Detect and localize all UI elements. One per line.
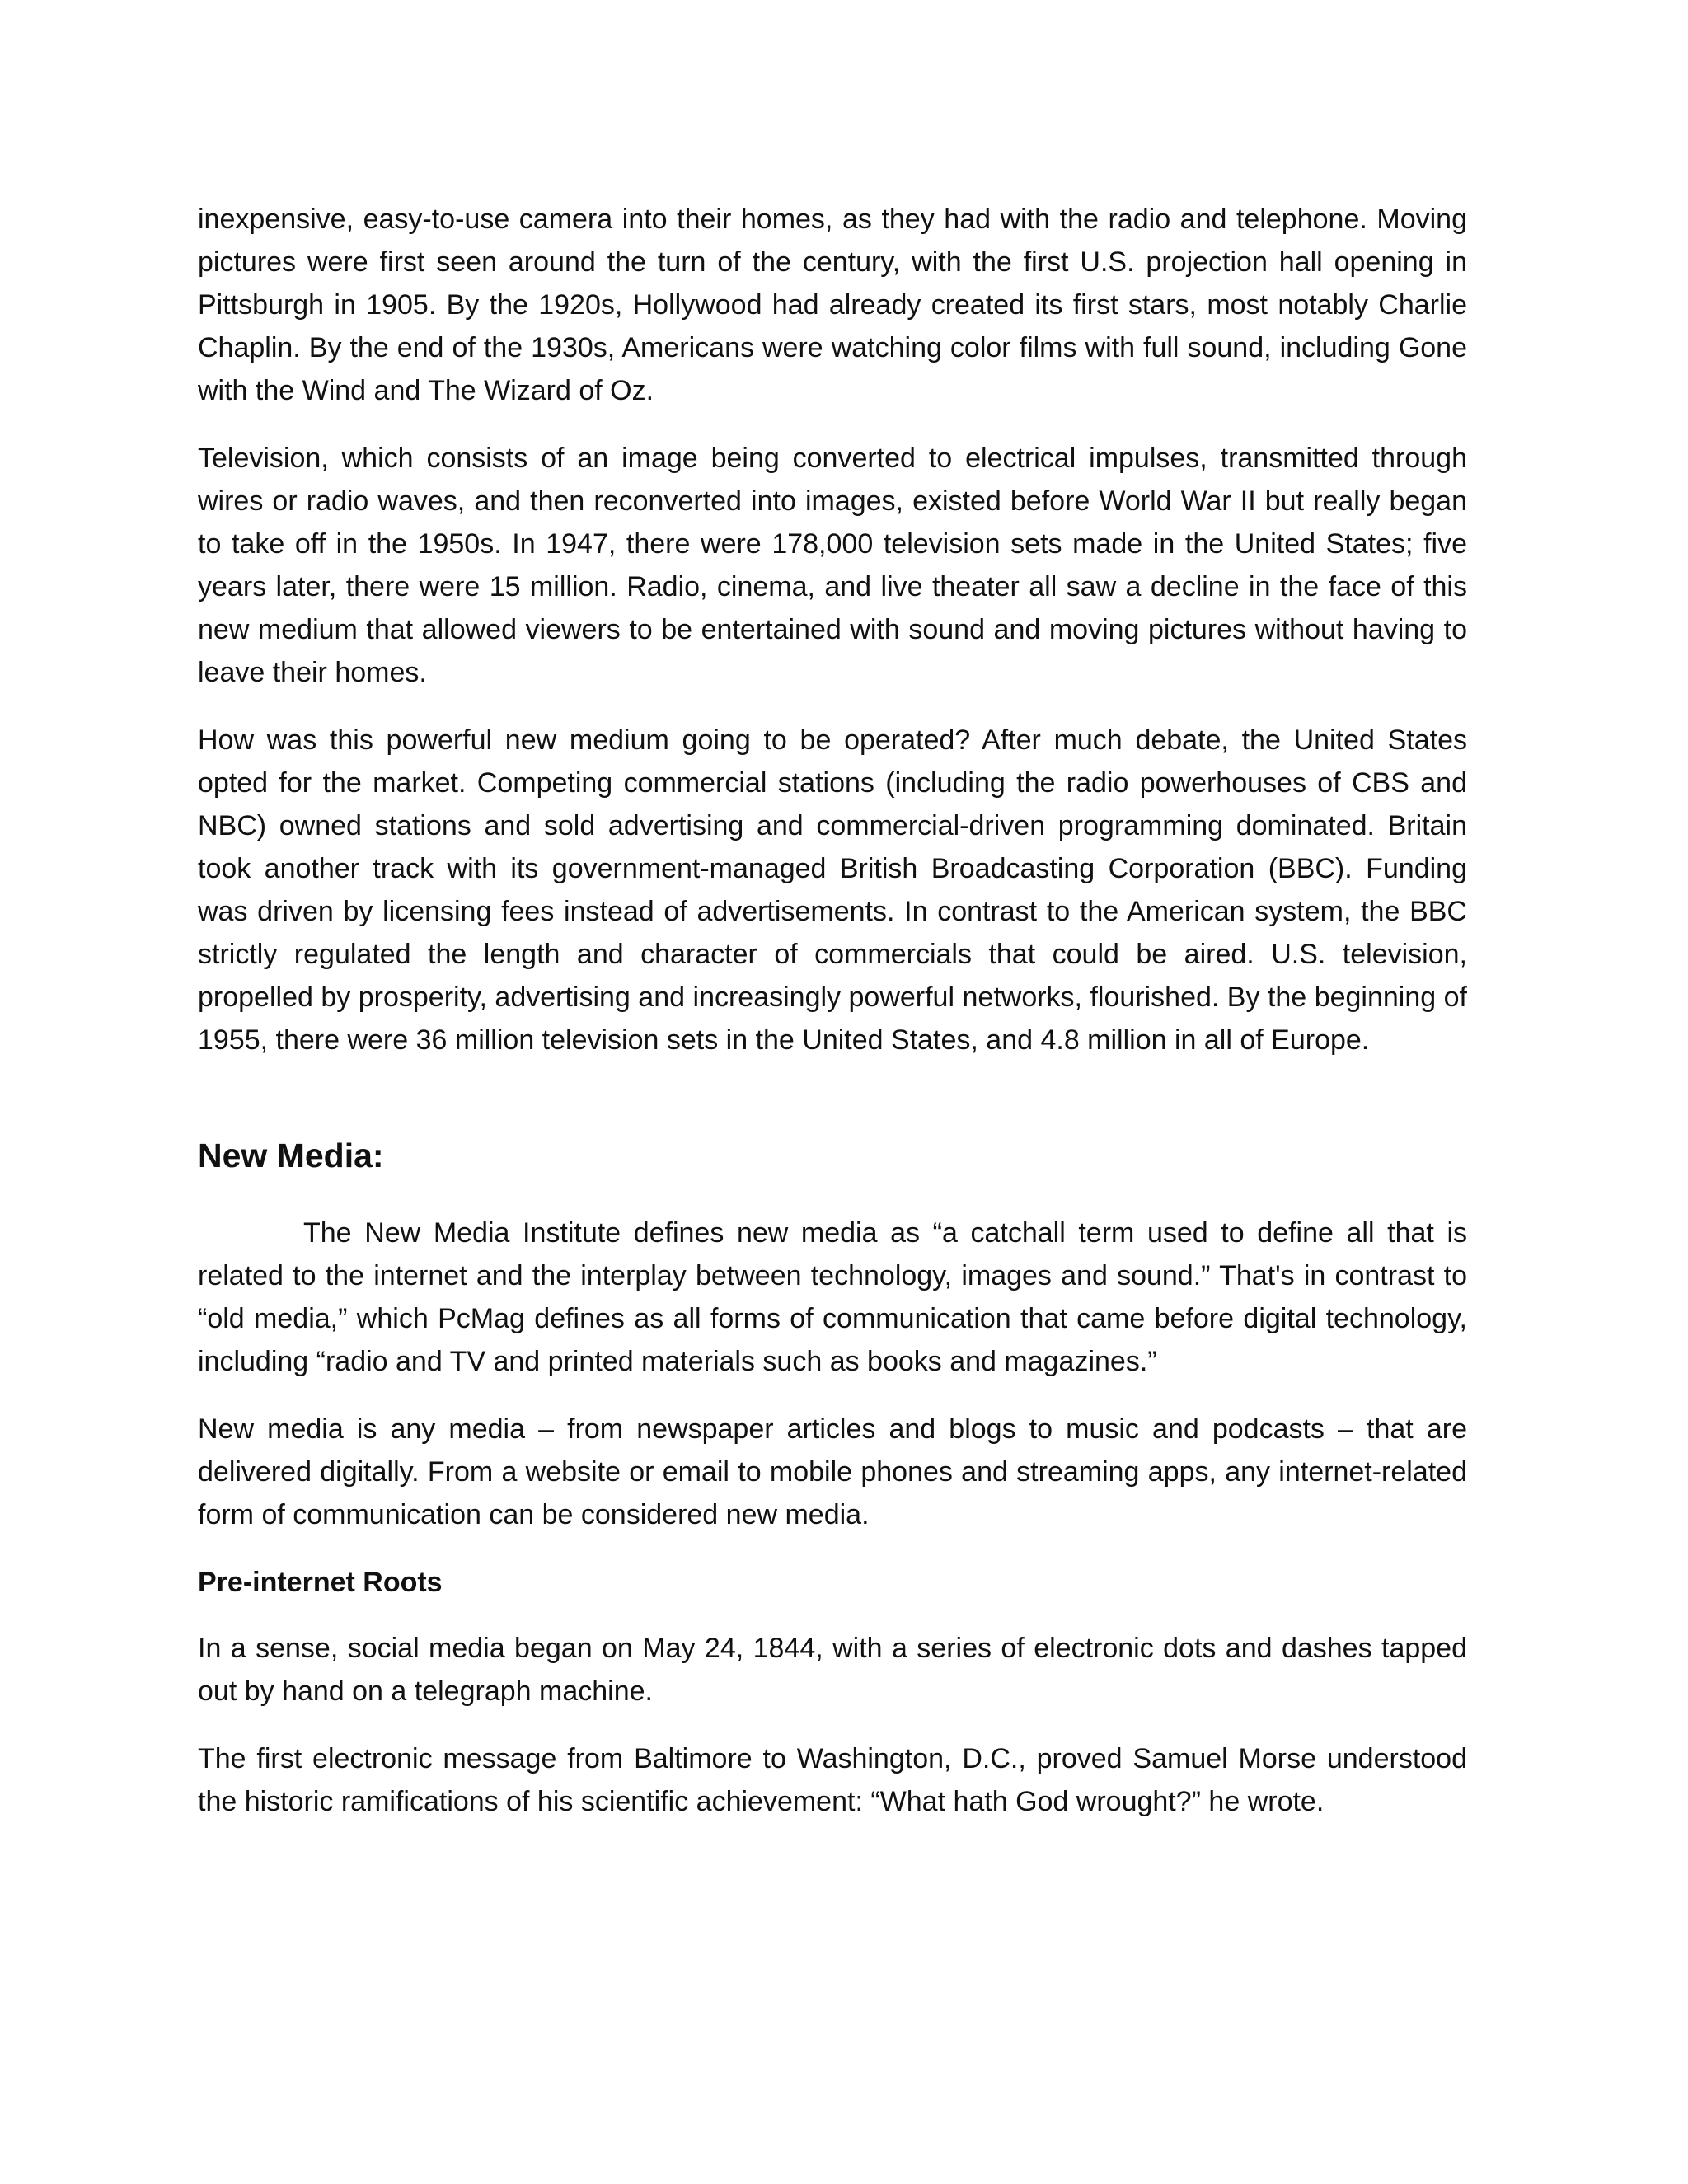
subheading-pre-internet-roots: Pre-internet Roots	[198, 1567, 443, 1598]
paragraph-cinema: inexpensive, easy-to-use camera into their homes, as they had with the radio and telephone. Moving pictures were first seen around the turn of the century, with the first U.S. projection hall opening in Pittsburgh in 1905. By the 1920s, Hollywood had already created its first stars, most notably Charlie Chaplin. By the end of the 1930s, Americans were watching color films with full sound, including Gone with the Wind and The Wizard of Oz.	[198, 204, 1467, 406]
paragraph-broadcasting: How was this powerful new medium going to be operated? After much debate, the United States opted for the market. Competing commercial stations (including the radio powerhouses of CBS and NBC) owned stations and sold advertising and commercial-driven programming dominated. Britain took another track with its government-managed British Broadcasting Corporation (BBC). Funding was driven by licensing fees instead of advertisements. In contrast to the American system, the BBC strictly regulated the length and character of commercials that could be aired. U.S. television, propelled by prosperity, advertising and increasingly powerful networks, flourished. By the beginning of 1955, there were 36 million television sets in the United States, and 4.8 million in all of Europe.	[198, 724, 1467, 1056]
paragraph-television: Television, which consists of an image being converted to electrical impulses, transmitted through wires or radio waves, and then reconverted into images, existed before World War II but really began to take off in the 1950s. In 1947, there were 178,000 television sets made in the United States; five years later, there were 15 million. Radio, cinema, and live theater all saw a decline in the face of this new medium that allowed viewers to be entertained with sound and moving pictures without having to leave their homes.	[198, 443, 1467, 688]
paragraph-new-media-definition: The New Media Institute defines new media as “a catchall term used to define all that is related to the internet and the interplay between technology, images and sound.” That's in contrast to “old media,” which PcMag defines as all forms of communication that came before digital technology, including “radio and TV and printed materials such as books and magazines.”	[198, 1217, 1467, 1377]
section-heading-new-media: New Media:	[198, 1137, 384, 1174]
paragraph-telegraph: In a sense, social media began on May 24, 1844, with a series of electronic dots and dashes tapped out by hand on a telegraph machine.	[198, 1633, 1467, 1707]
paragraph-morse-message: The first electronic message from Baltimore to Washington, D.C., proved Samuel Morse understood the historic ramifications of his scientific achievement: “What hath God wrought?” he wrote.	[198, 1743, 1467, 1817]
page-content	[198, 198, 1467, 1848]
paragraph-new-media-examples: New media is any media – from newspaper articles and blogs to music and podcasts – that are delivered digitally. From a website or email to mobile phones and streaming apps, any internet-related form of communication can be considered new media.	[198, 1413, 1467, 1530]
